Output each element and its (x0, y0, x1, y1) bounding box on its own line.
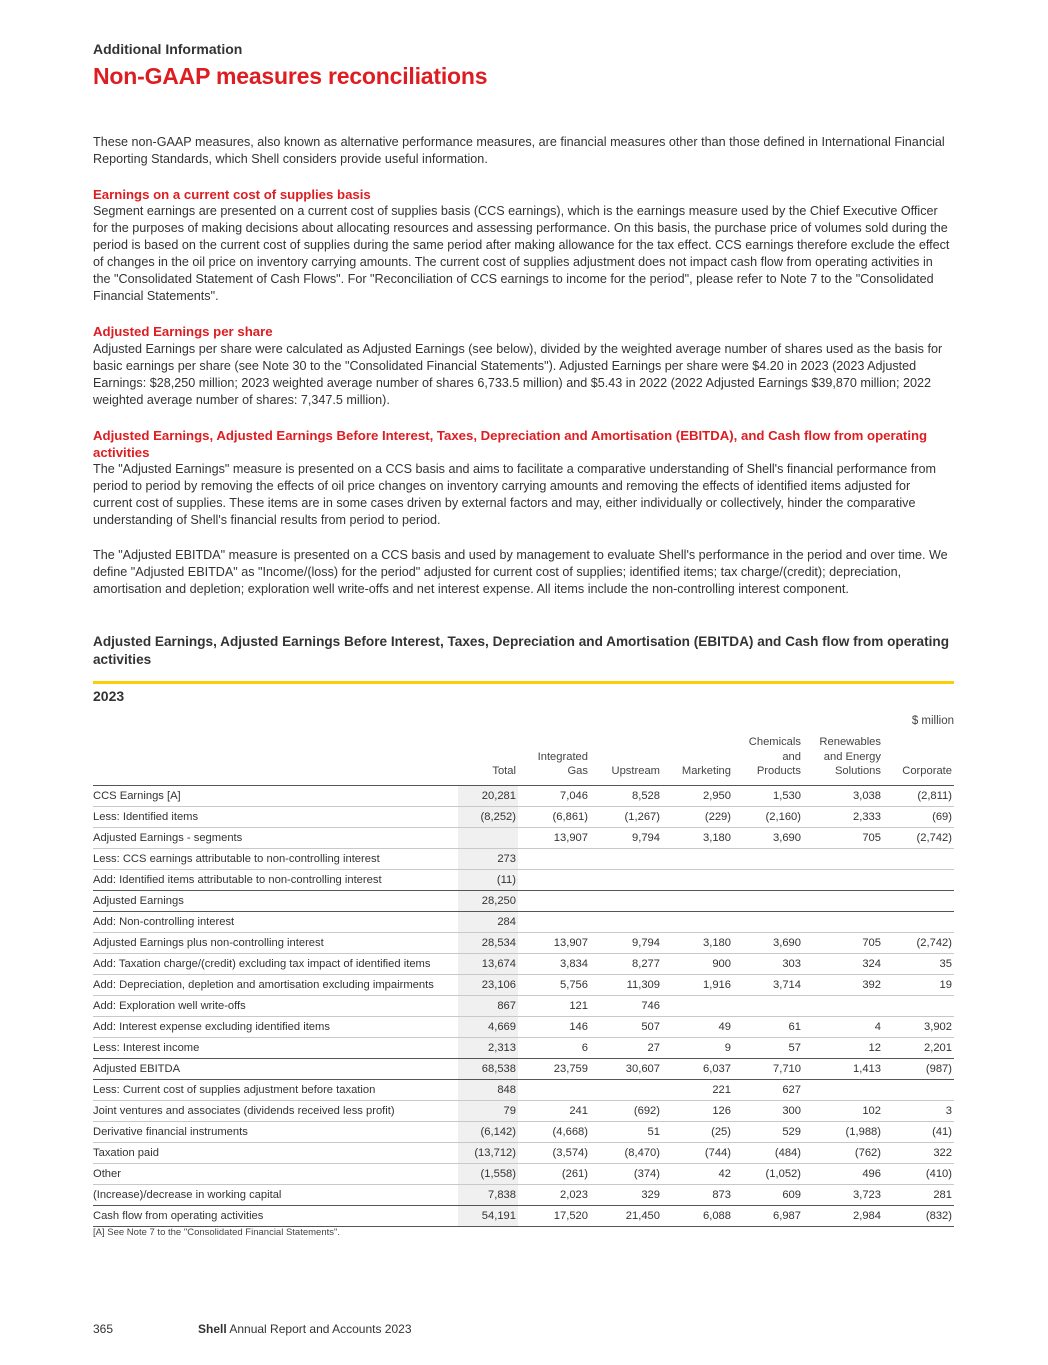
cell-marketing: (229) (662, 806, 733, 827)
row-label: Less: CCS earnings attributable to non-controlling interest (93, 848, 458, 869)
column-header-total: Total (458, 735, 518, 785)
table-row (93, 848, 954, 869)
column-header-label (93, 735, 458, 785)
row-label: Add: Exploration well write-offs (93, 995, 458, 1016)
cell-chemicals-products: 609 (733, 1184, 803, 1205)
table-heading: Adjusted Earnings, Adjusted Earnings Before Interest, Taxes, Depreciation and Amortisation (EBITDA) and Cash flow from operating activities (93, 634, 950, 667)
cell-renewables: 4 (803, 1016, 883, 1037)
cell-integrated-gas: 17,520 (518, 1205, 590, 1226)
row-label: Adjusted Earnings - segments (93, 827, 458, 848)
cell-upstream: 11,309 (590, 974, 662, 995)
cell-total: 13,674 (458, 953, 518, 974)
row-label: Add: Taxation charge/(credit) excluding tax impact of identified items (93, 953, 458, 974)
cell-corporate: (2,811) (883, 785, 954, 806)
table-row (93, 1079, 954, 1100)
cell-renewables: 705 (803, 827, 883, 848)
cell-renewables: 1,413 (803, 1058, 883, 1079)
cell-upstream: 9,794 (590, 827, 662, 848)
cell-renewables: 324 (803, 953, 883, 974)
cell-corporate: 19 (883, 974, 954, 995)
cell-chemicals-products: 3,714 (733, 974, 803, 995)
cell-upstream (590, 911, 662, 932)
table-row (93, 1100, 954, 1121)
cell-integrated-gas (518, 911, 590, 932)
cell-upstream: 329 (590, 1184, 662, 1205)
cell-integrated-gas: (6,861) (518, 806, 590, 827)
cell-chemicals-products: 1,530 (733, 785, 803, 806)
cell-renewables (803, 869, 883, 890)
cell-corporate: 2,201 (883, 1037, 954, 1058)
cell-marketing: 126 (662, 1100, 733, 1121)
cell-total: 867 (458, 995, 518, 1016)
cell-total: (6,142) (458, 1121, 518, 1142)
column-header-integrated-gas: Integrated Gas (518, 735, 590, 785)
cell-renewables: 705 (803, 932, 883, 953)
cell-chemicals-products: 300 (733, 1100, 803, 1121)
footer-report-title: Annual Report and Accounts 2023 (229, 1322, 412, 1336)
cell-total: 4,669 (458, 1016, 518, 1037)
cell-integrated-gas: (4,668) (518, 1121, 590, 1142)
table-row (93, 932, 954, 953)
row-label: Less: Identified items (93, 806, 458, 827)
table-row (93, 1016, 954, 1037)
cell-corporate: 3 (883, 1100, 954, 1121)
cell-integrated-gas: (3,574) (518, 1142, 590, 1163)
cell-chemicals-products (733, 890, 803, 911)
table-row (93, 911, 954, 932)
row-label: CCS Earnings [A] (93, 785, 458, 806)
cell-total (458, 827, 518, 848)
cell-integrated-gas (518, 848, 590, 869)
eps-heading: Adjusted Earnings per share (93, 324, 273, 339)
table-row (93, 995, 954, 1016)
row-label: Add: Non-controlling interest (93, 911, 458, 932)
row-label: Derivative financial instruments (93, 1121, 458, 1142)
row-label: (Increase)/decrease in working capital (93, 1184, 458, 1205)
cell-integrated-gas: 146 (518, 1016, 590, 1037)
cell-integrated-gas: 121 (518, 995, 590, 1016)
cell-marketing: 900 (662, 953, 733, 974)
cell-corporate: (410) (883, 1163, 954, 1184)
cell-marketing: 49 (662, 1016, 733, 1037)
yellow-divider (93, 681, 954, 684)
page-title: Non-GAAP measures reconciliations (93, 63, 488, 89)
cell-marketing (662, 995, 733, 1016)
table-row (93, 827, 954, 848)
cell-upstream: 51 (590, 1121, 662, 1142)
cell-integrated-gas (518, 1079, 590, 1100)
cell-renewables: 496 (803, 1163, 883, 1184)
cell-marketing: 221 (662, 1079, 733, 1100)
cell-corporate (883, 890, 954, 911)
cell-marketing: 6,037 (662, 1058, 733, 1079)
cell-corporate: (2,742) (883, 932, 954, 953)
cell-upstream: 27 (590, 1037, 662, 1058)
cell-renewables: (762) (803, 1142, 883, 1163)
row-label: Cash flow from operating activities (93, 1205, 458, 1226)
cell-total: 68,538 (458, 1058, 518, 1079)
column-header-upstream: Upstream (590, 735, 662, 785)
cell-integrated-gas: 6 (518, 1037, 590, 1058)
table-row (93, 1205, 954, 1226)
cell-renewables: 3,038 (803, 785, 883, 806)
cell-integrated-gas: 2,023 (518, 1184, 590, 1205)
table-year: 2023 (93, 688, 125, 704)
page-number: 365 (93, 1322, 114, 1336)
cell-integrated-gas (518, 890, 590, 911)
column-header-chemicals-products: Chemicals and Products (733, 735, 803, 785)
table-row (93, 1184, 954, 1205)
cell-total: (8,252) (458, 806, 518, 827)
cell-corporate (883, 1079, 954, 1100)
table-row (93, 1037, 954, 1058)
cell-renewables (803, 1079, 883, 1100)
cell-chemicals-products: 6,987 (733, 1205, 803, 1226)
cell-corporate (883, 848, 954, 869)
row-label: Add: Identified items attributable to non-controlling interest (93, 869, 458, 890)
cell-renewables: 12 (803, 1037, 883, 1058)
cell-chemicals-products: (2,160) (733, 806, 803, 827)
cell-renewables: 392 (803, 974, 883, 995)
cell-total: 28,250 (458, 890, 518, 911)
cell-marketing: 1,916 (662, 974, 733, 995)
cell-marketing: 6,088 (662, 1205, 733, 1226)
cell-upstream: (692) (590, 1100, 662, 1121)
cell-total: 79 (458, 1100, 518, 1121)
cell-marketing (662, 869, 733, 890)
ebitda-paragraph-1: The "Adjusted Earnings" measure is presented on a CCS basis and aims to facilitate a comparative understanding of Shell's financial performance from period to period by removing the effects of oil price changes on inventory carrying amounts and removing the effects of identified items adjusted for current cost of supplies. These items are in some cases driven by external factors and may, either individually or collectively, hinder the comparative understanding of Shell's financial results from period to period. (93, 462, 936, 527)
cell-corporate: (69) (883, 806, 954, 827)
cell-chemicals-products (733, 911, 803, 932)
cell-upstream: 21,450 (590, 1205, 662, 1226)
cell-marketing: 3,180 (662, 932, 733, 953)
row-label: Adjusted Earnings plus non-controlling interest (93, 932, 458, 953)
cell-chemicals-products: (1,052) (733, 1163, 803, 1184)
cell-total: 54,191 (458, 1205, 518, 1226)
table-row (93, 1142, 954, 1163)
cell-upstream: (8,470) (590, 1142, 662, 1163)
cell-upstream: 507 (590, 1016, 662, 1037)
cell-corporate: 322 (883, 1142, 954, 1163)
cell-integrated-gas: 13,907 (518, 932, 590, 953)
cell-upstream (590, 890, 662, 911)
cell-renewables (803, 995, 883, 1016)
cell-chemicals-products: 3,690 (733, 932, 803, 953)
cell-upstream: 746 (590, 995, 662, 1016)
cell-integrated-gas: 13,907 (518, 827, 590, 848)
table-header-row (93, 735, 954, 785)
column-header-marketing: Marketing (662, 735, 733, 785)
cell-upstream: 9,794 (590, 932, 662, 953)
cell-total: 273 (458, 848, 518, 869)
cell-corporate: 35 (883, 953, 954, 974)
row-label: Add: Depreciation, depletion and amortisation excluding impairments (93, 974, 458, 995)
cell-total: (1,558) (458, 1163, 518, 1184)
cell-marketing: (744) (662, 1142, 733, 1163)
ebitda-heading: Adjusted Earnings, Adjusted Earnings Before Interest, Taxes, Depreciation and Amortisation (EBITDA), and Cash flow from operating activities (93, 428, 928, 460)
cell-marketing (662, 848, 733, 869)
cell-upstream: (1,267) (590, 806, 662, 827)
cell-chemicals-products: 529 (733, 1121, 803, 1142)
cell-chemicals-products: 7,710 (733, 1058, 803, 1079)
row-label: Add: Interest expense excluding identified items (93, 1016, 458, 1037)
cell-corporate: (832) (883, 1205, 954, 1226)
cell-corporate (883, 911, 954, 932)
cell-marketing: (25) (662, 1121, 733, 1142)
table-row (93, 1163, 954, 1184)
cell-corporate: 3,902 (883, 1016, 954, 1037)
cell-corporate: (987) (883, 1058, 954, 1079)
cell-chemicals-products: (484) (733, 1142, 803, 1163)
cell-integrated-gas: 5,756 (518, 974, 590, 995)
table-row (93, 1121, 954, 1142)
cell-chemicals-products: 303 (733, 953, 803, 974)
row-label: Adjusted EBITDA (93, 1058, 458, 1079)
row-label: Taxation paid (93, 1142, 458, 1163)
column-header-renewables: Renewables and Energy Solutions (803, 735, 883, 785)
cell-chemicals-products (733, 848, 803, 869)
cell-upstream (590, 848, 662, 869)
cell-corporate: 281 (883, 1184, 954, 1205)
cell-marketing: 42 (662, 1163, 733, 1184)
cell-integrated-gas (518, 869, 590, 890)
footer-brand: Shell (198, 1322, 227, 1336)
cell-integrated-gas: 241 (518, 1100, 590, 1121)
cell-marketing: 873 (662, 1184, 733, 1205)
cell-total: 20,281 (458, 785, 518, 806)
cell-upstream: (374) (590, 1163, 662, 1184)
table-row (93, 806, 954, 827)
cell-total: 23,106 (458, 974, 518, 995)
cell-marketing: 3,180 (662, 827, 733, 848)
cell-chemicals-products (733, 869, 803, 890)
cell-upstream (590, 869, 662, 890)
cell-total: 848 (458, 1079, 518, 1100)
reconciliation-table (93, 735, 954, 1227)
cell-corporate (883, 869, 954, 890)
table-footnote: [A] See Note 7 to the "Consolidated Financial Statements". (93, 1227, 341, 1238)
cell-upstream: 30,607 (590, 1058, 662, 1079)
page-footer (93, 1322, 412, 1336)
row-label: Other (93, 1163, 458, 1184)
cell-renewables (803, 848, 883, 869)
intro-paragraph: These non-GAAP measures, also known as alternative performance measures, are financial measures other than those defined in International Financial Reporting Standards, which Shell considers provide useful information. (93, 135, 945, 166)
table-row (93, 890, 954, 911)
cell-marketing (662, 911, 733, 932)
table-row (93, 1058, 954, 1079)
cell-marketing: 9 (662, 1037, 733, 1058)
row-label: Joint ventures and associates (dividends received less profit) (93, 1100, 458, 1121)
cell-renewables (803, 911, 883, 932)
cell-integrated-gas: (261) (518, 1163, 590, 1184)
cell-upstream (590, 1079, 662, 1100)
ccs-heading: Earnings on a current cost of supplies basis (93, 187, 371, 202)
cell-upstream: 8,528 (590, 785, 662, 806)
row-label: Less: Interest income (93, 1037, 458, 1058)
cell-corporate: (41) (883, 1121, 954, 1142)
cell-total: 7,838 (458, 1184, 518, 1205)
cell-renewables (803, 890, 883, 911)
table-row (93, 953, 954, 974)
cell-renewables: 102 (803, 1100, 883, 1121)
cell-upstream: 8,277 (590, 953, 662, 974)
cell-total: (11) (458, 869, 518, 890)
row-label: Less: Current cost of supplies adjustment before taxation (93, 1079, 458, 1100)
ebitda-paragraph-2: The "Adjusted EBITDA" measure is presented on a CCS basis and used by management to evaluate Shell's performance in the period and over time. We define "Adjusted EBITDA" as "Income/(loss) for the period" adjusted for current cost of supplies; identified items; tax charge/(credit); depreciation, amortisation and depletion; exploration well write-offs and net interest expense. All items include the non-controlling interest component. (93, 548, 948, 596)
table-row (93, 974, 954, 995)
cell-corporate: (2,742) (883, 827, 954, 848)
cell-corporate (883, 995, 954, 1016)
section-label: Additional Information (93, 41, 243, 57)
cell-chemicals-products: 57 (733, 1037, 803, 1058)
cell-total: 284 (458, 911, 518, 932)
cell-chemicals-products: 627 (733, 1079, 803, 1100)
cell-renewables: (1,988) (803, 1121, 883, 1142)
cell-integrated-gas: 3,834 (518, 953, 590, 974)
table-row (93, 785, 954, 806)
cell-total: 2,313 (458, 1037, 518, 1058)
cell-marketing: 2,950 (662, 785, 733, 806)
cell-renewables: 2,333 (803, 806, 883, 827)
cell-marketing (662, 890, 733, 911)
cell-chemicals-products (733, 995, 803, 1016)
cell-chemicals-products: 3,690 (733, 827, 803, 848)
cell-renewables: 3,723 (803, 1184, 883, 1205)
column-header-corporate: Corporate (883, 735, 954, 785)
cell-integrated-gas: 7,046 (518, 785, 590, 806)
cell-chemicals-products: 61 (733, 1016, 803, 1037)
cell-total: (13,712) (458, 1142, 518, 1163)
eps-paragraph: Adjusted Earnings per share were calculated as Adjusted Earnings (see below), divided by the weighted average number of shares used as the basis for basic earnings per share (see Note 30 to the "Consolidated Financial Statements"). Adjusted Earnings per share were $4.20 in 2023 (2023 Adjusted Earnings: $28,250 million; 2023 weighted average number of shares 6,733.5 million) and $5.43 in 2022 (2022 Adjusted Earnings $39,870 million; 2022 weighted average number of shares: 7,347.5 million). (93, 342, 943, 407)
cell-renewables: 2,984 (803, 1205, 883, 1226)
ccs-paragraph: Segment earnings are presented on a current cost of supplies basis (CCS earnings), which is the earnings measure used by the Chief Executive Officer for the purposes of making decisions about allocating resources and assessing performance. On this basis, the purchase price of volumes sold during the period is based on the current cost of supplies during the same period after making allowance for the tax effect. CCS earnings therefore exclude the effect of changes in the oil price on inventory carrying amounts. The current cost of supplies adjustment does not impact cash flow from operating activities in the "Consolidated Statement of Cash Flows". For "Reconciliation of CCS earnings to income for the period", please refer to Note 7 to the "Consolidated Financial Statements". (93, 204, 950, 303)
row-label: Adjusted Earnings (93, 890, 458, 911)
cell-integrated-gas: 23,759 (518, 1058, 590, 1079)
table-row (93, 869, 954, 890)
cell-total: 28,534 (458, 932, 518, 953)
table-units: $ million (911, 715, 954, 727)
